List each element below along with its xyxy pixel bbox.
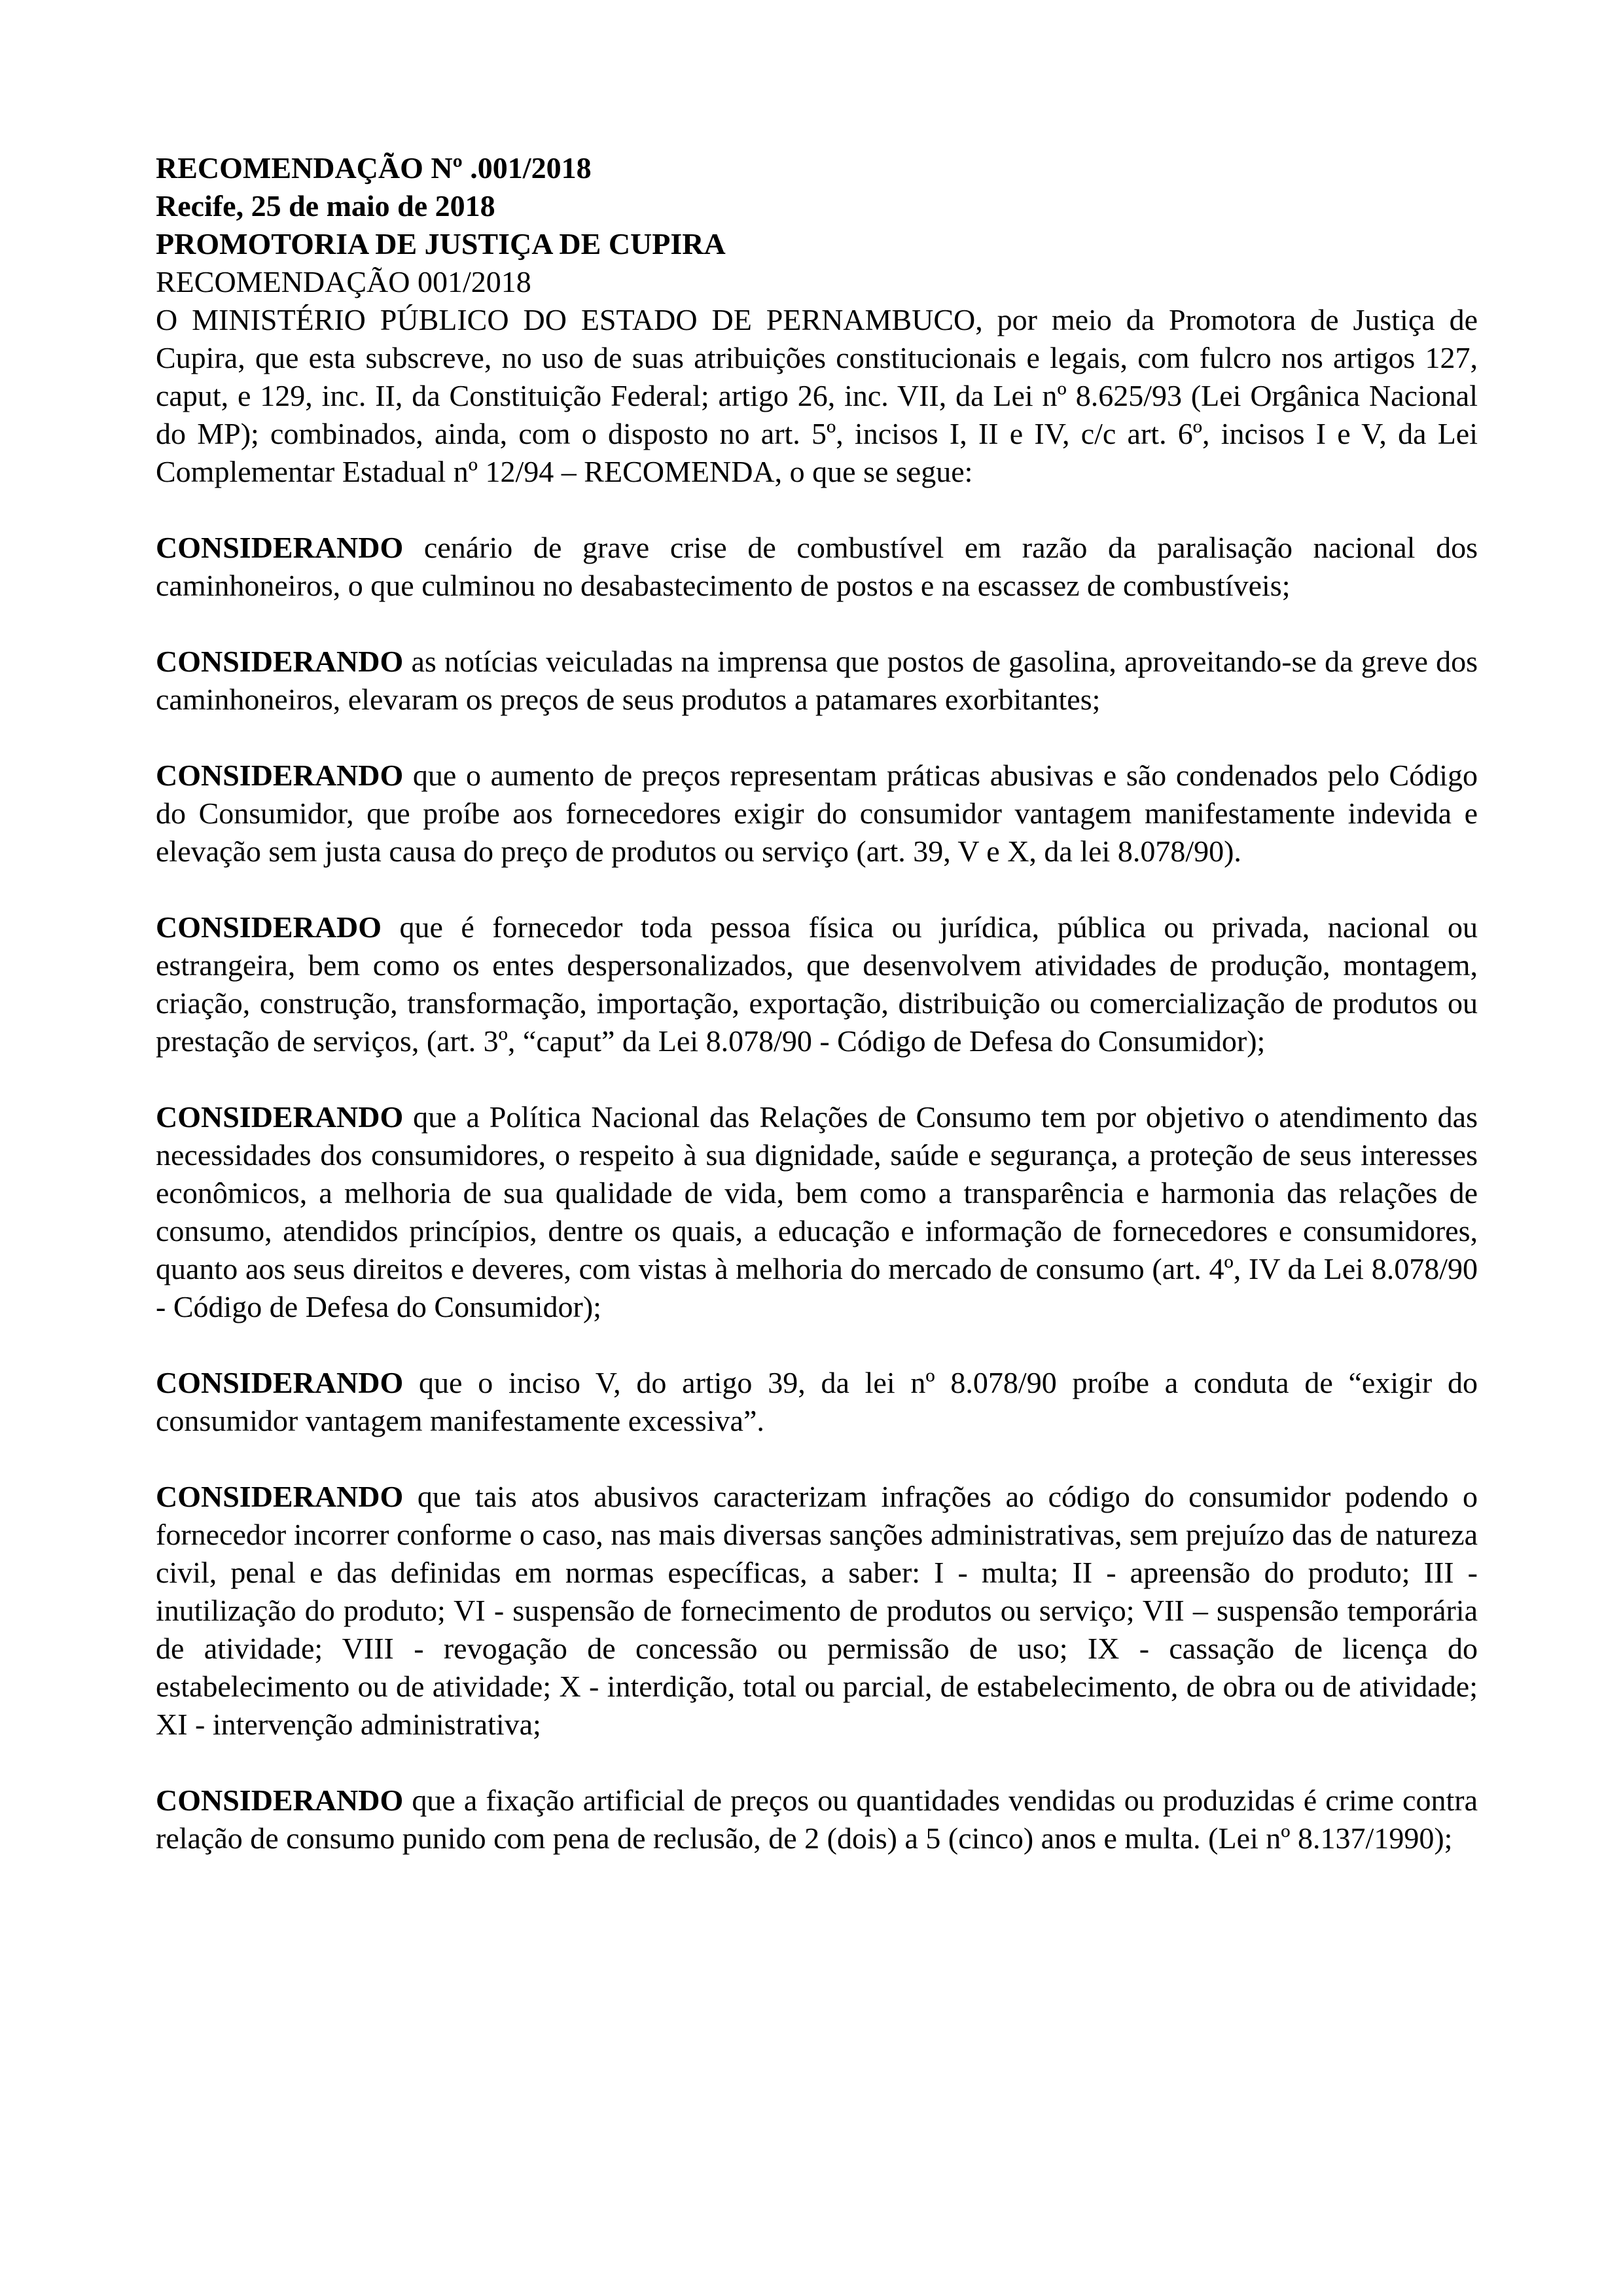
considerando-lead: CONSIDERANDO	[156, 1480, 404, 1513]
considerando-paragraph-3	[156, 757, 1478, 870]
considerando-paragraph-4	[156, 908, 1478, 1060]
paragraph-text: que o inciso V, do artigo 39, da lei nº 8.078/90 proíbe a conduta de “exigir do consumidor vantagem manifestamente excessiva”.	[156, 1366, 1478, 1437]
considerando-lead: CONSIDERANDO	[156, 1100, 404, 1134]
paragraph-text: cenário de grave crise de combustível em razão da paralisação nacional dos caminhoneiros, o que culminou no desabastecimento de postos e na escassez de combustíveis;	[156, 531, 1478, 602]
paragraph-text: que a fixação artificial de preços ou quantidades vendidas ou produzidas é crime contra relação de consumo punido com pena de reclusão, de 2 (dois) a 5 (cinco) anos e multa. (Lei nº 8.137/1990);	[156, 1784, 1478, 1855]
prosecutor-office-heading: PROMOTORIA DE JUSTIÇA DE CUPIRA	[156, 227, 726, 260]
considerando-paragraph-7	[156, 1478, 1478, 1744]
recommendation-number-heading: RECOMENDAÇÃO Nº .001/2018	[156, 151, 592, 185]
considerando-paragraph-8	[156, 1782, 1478, 1857]
document-body	[156, 149, 1478, 1857]
considerando-paragraph-5	[156, 1098, 1478, 1326]
intro-paragraph: O MINISTÉRIO PÚBLICO DO ESTADO DE PERNAMBUCO, por meio da Promotora de Justiça de Cupira, que esta subscreve, no uso de suas atribuições constitucionais e legais, com fulcro nos artigos 127, caput, e 129, inc. II, da Constituição Federal; artigo 26, inc. VII, da Lei nº 8.625/93 (Lei Orgânica Nacional do MP); combinados, ainda, com o disposto no art. 5º, incisos I, II e IV, c/c art. 6º, incisos I e V, da Lei Complementar Estadual nº 12/94 – RECOMENDA, o que se segue:	[156, 303, 1478, 488]
considerando-paragraph-6	[156, 1364, 1478, 1440]
paragraph-text: as notícias veiculadas na imprensa que postos de gasolina, aproveitando-se da greve dos caminhoneiros, elevaram os preços de seus produtos a patamares exorbitantes;	[156, 645, 1478, 716]
considerando-lead: CONSIDERADO	[156, 910, 382, 944]
considerando-paragraph-2	[156, 643, 1478, 719]
paragraph-text: que o aumento de preços representam práticas abusivas e são condenados pelo Código do Consumidor, que proíbe aos fornecedores exigir do consumidor vantagem manifestamente indevida e elevação sem justa causa do preço de produtos ou serviço (art. 39, V e X, da lei 8.078/90).	[156, 759, 1478, 868]
place-date-line: Recife, 25 de maio de 2018	[156, 189, 495, 223]
considerando-lead: CONSIDERANDO	[156, 759, 404, 792]
paragraph-text: que é fornecedor toda pessoa física ou jurídica, pública ou privada, nacional ou estrangeira, bem como os entes despersonalizados, que desenvolvem atividades de produção, montagem, criação, construção, transformação, importação, exportação, distribuição ou comercialização de produtos ou prestação de serviços, (art. 3º, “caput” da Lei 8.078/90 - Código de Defesa do Consumidor);	[156, 910, 1478, 1058]
considerando-lead: CONSIDERANDO	[156, 645, 404, 678]
considerando-lead: CONSIDERANDO	[156, 1784, 404, 1817]
considerando-lead: CONSIDERANDO	[156, 531, 404, 564]
recommendation-subtitle: RECOMENDAÇÃO 001/2018	[156, 265, 531, 298]
considerando-lead: CONSIDERANDO	[156, 1366, 404, 1399]
paragraph-text: que tais atos abusivos caracterizam infrações ao código do consumidor podendo o fornecedor incorrer conforme o caso, nas mais diversas sanções administrativas, sem prejuízo das de natureza civil, penal e das definidas em normas específicas, a saber: I - multa; II - apreensão do produto; III - inutilização do produto; VI - suspensão de fornecimento de produtos ou serviço; VII – suspensão temporária de atividade; VIII - revogação de concessão ou permissão de uso; IX - cassação de licença do estabelecimento ou de atividade; X - interdição, total ou parcial, de estabelecimento, de obra ou de atividade; XI - intervenção administrativa;	[156, 1480, 1478, 1741]
considerando-paragraph-1	[156, 529, 1478, 605]
paragraph-text: que a Política Nacional das Relações de Consumo tem por objetivo o atendimento das necessidades dos consumidores, o respeito à sua dignidade, saúde e segurança, a proteção de seus interesses econômicos, a melhoria de sua qualidade de vida, bem como a transparência e harmonia das relações de consumo, atendidos princípios, dentre os quais, a educação e informação de fornecedores e consumidores, quanto aos seus direitos e deveres, com vistas à melhoria do mercado de consumo (art. 4º, IV da Lei 8.078/90 - Código de Defesa do Consumidor);	[156, 1100, 1478, 1323]
